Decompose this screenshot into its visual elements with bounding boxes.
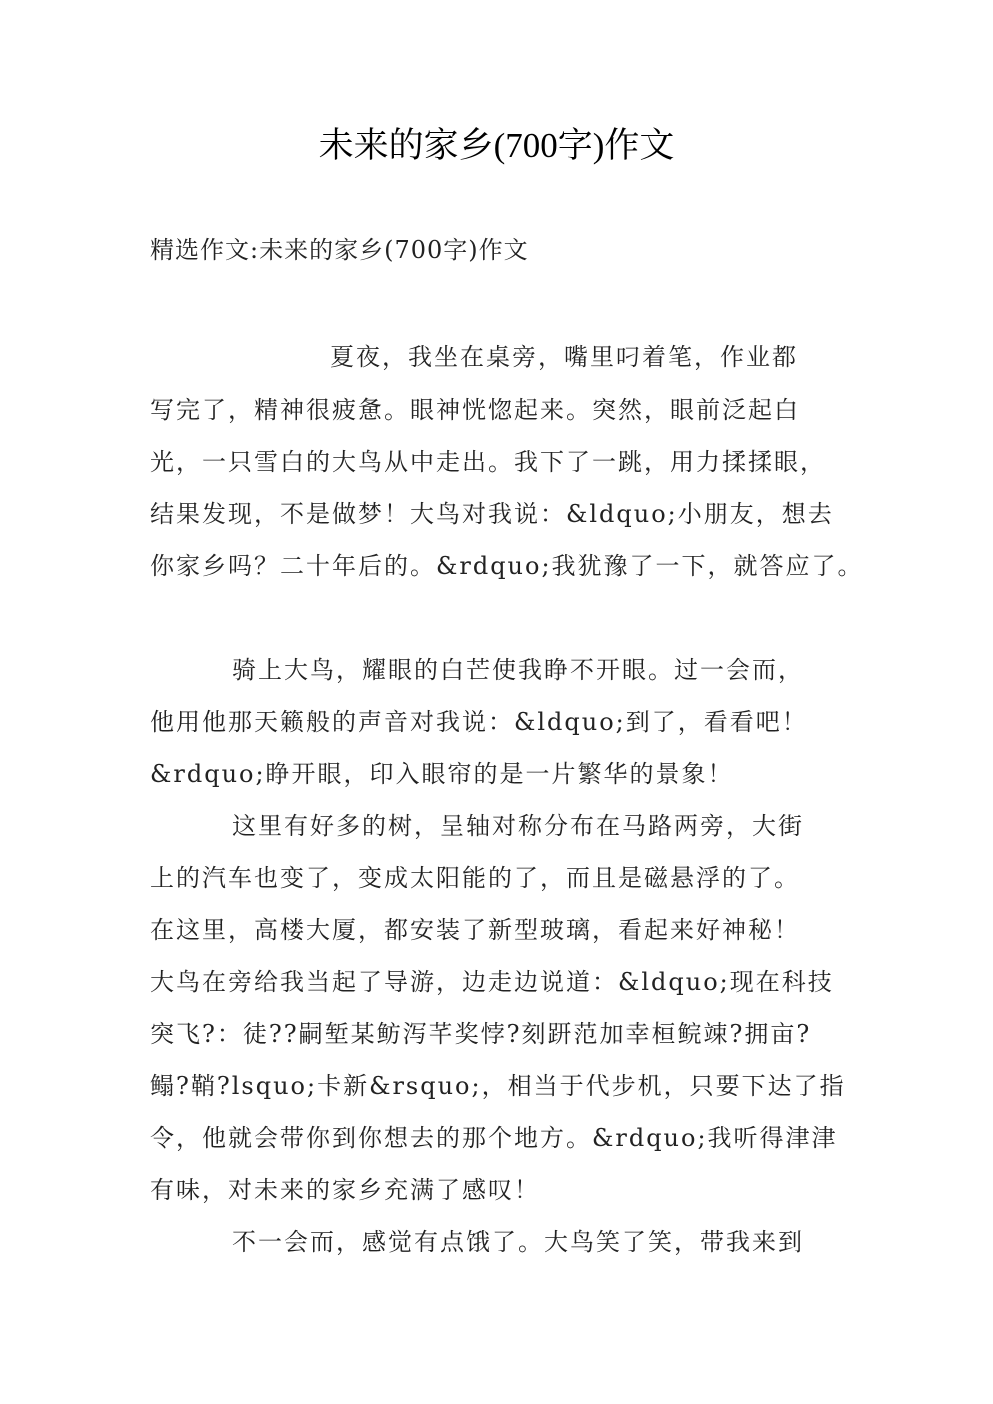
essay-line: 在这里，高楼大厦，都安装了新型玻璃，看起来好神秘！ — [150, 916, 800, 944]
essay-line: 写完了，精神很疲惫。眼神恍惚起来。突然，眼前泛起白 — [150, 396, 800, 424]
document-title: 未来的家乡(700字)作文 — [318, 126, 675, 165]
essay-line: 这里有好多的树，呈轴对称分布在马路两旁，大街 — [232, 812, 804, 840]
essay-line: &rdquo;睁开眼，印入眼帘的是一片繁华的景象！ — [150, 760, 734, 788]
essay-line: 你家乡吗？二十年后的。&rdquo;我犹豫了一下，就答应了。 — [150, 552, 864, 580]
essay-line: 他用他那天籁般的声音对我说：&ldquo;到了，看看吧！ — [150, 708, 808, 736]
essay-line: 上的汽车也变了，变成太阳能的了，而且是磁悬浮的了。 — [150, 864, 800, 892]
essay-line: 突飞?：徒??嗣堑某鲂泻芊奖悖?刻趼范加幸桓鲩竦?拥亩? — [150, 1020, 812, 1048]
essay-line: 骑上大鸟，耀眼的白芒使我睁不开眼。过一会而， — [232, 656, 804, 684]
essay-line: 鳎?鞘?lsquo;卡新&rsquo;，相当于代步机，只要下达了指 — [150, 1072, 846, 1100]
essay-line: 光，一只雪白的大鸟从中走出。我下了一跳，用力揉揉眼， — [150, 448, 826, 476]
essay-line: 令，他就会带你到你想去的那个地方。&rdquo;我听得津津 — [150, 1124, 838, 1152]
essay-line: 结果发现，不是做梦！大鸟对我说：&ldquo;小朋友，想去 — [150, 500, 834, 528]
essay-line: 夏夜，我坐在桌旁，嘴里叼着笔，作业都 — [330, 343, 798, 371]
essay-line: 有味，对未来的家乡充满了感叹！ — [150, 1176, 540, 1204]
document-subtitle: 精选作文:未来的家乡(700字)作文 — [150, 236, 529, 264]
essay-line: 大鸟在旁给我当起了导游，边走边说道：&ldquo;现在科技 — [150, 968, 834, 996]
essay-line: 不一会而，感觉有点饿了。大鸟笑了笑，带我来到 — [232, 1228, 804, 1256]
